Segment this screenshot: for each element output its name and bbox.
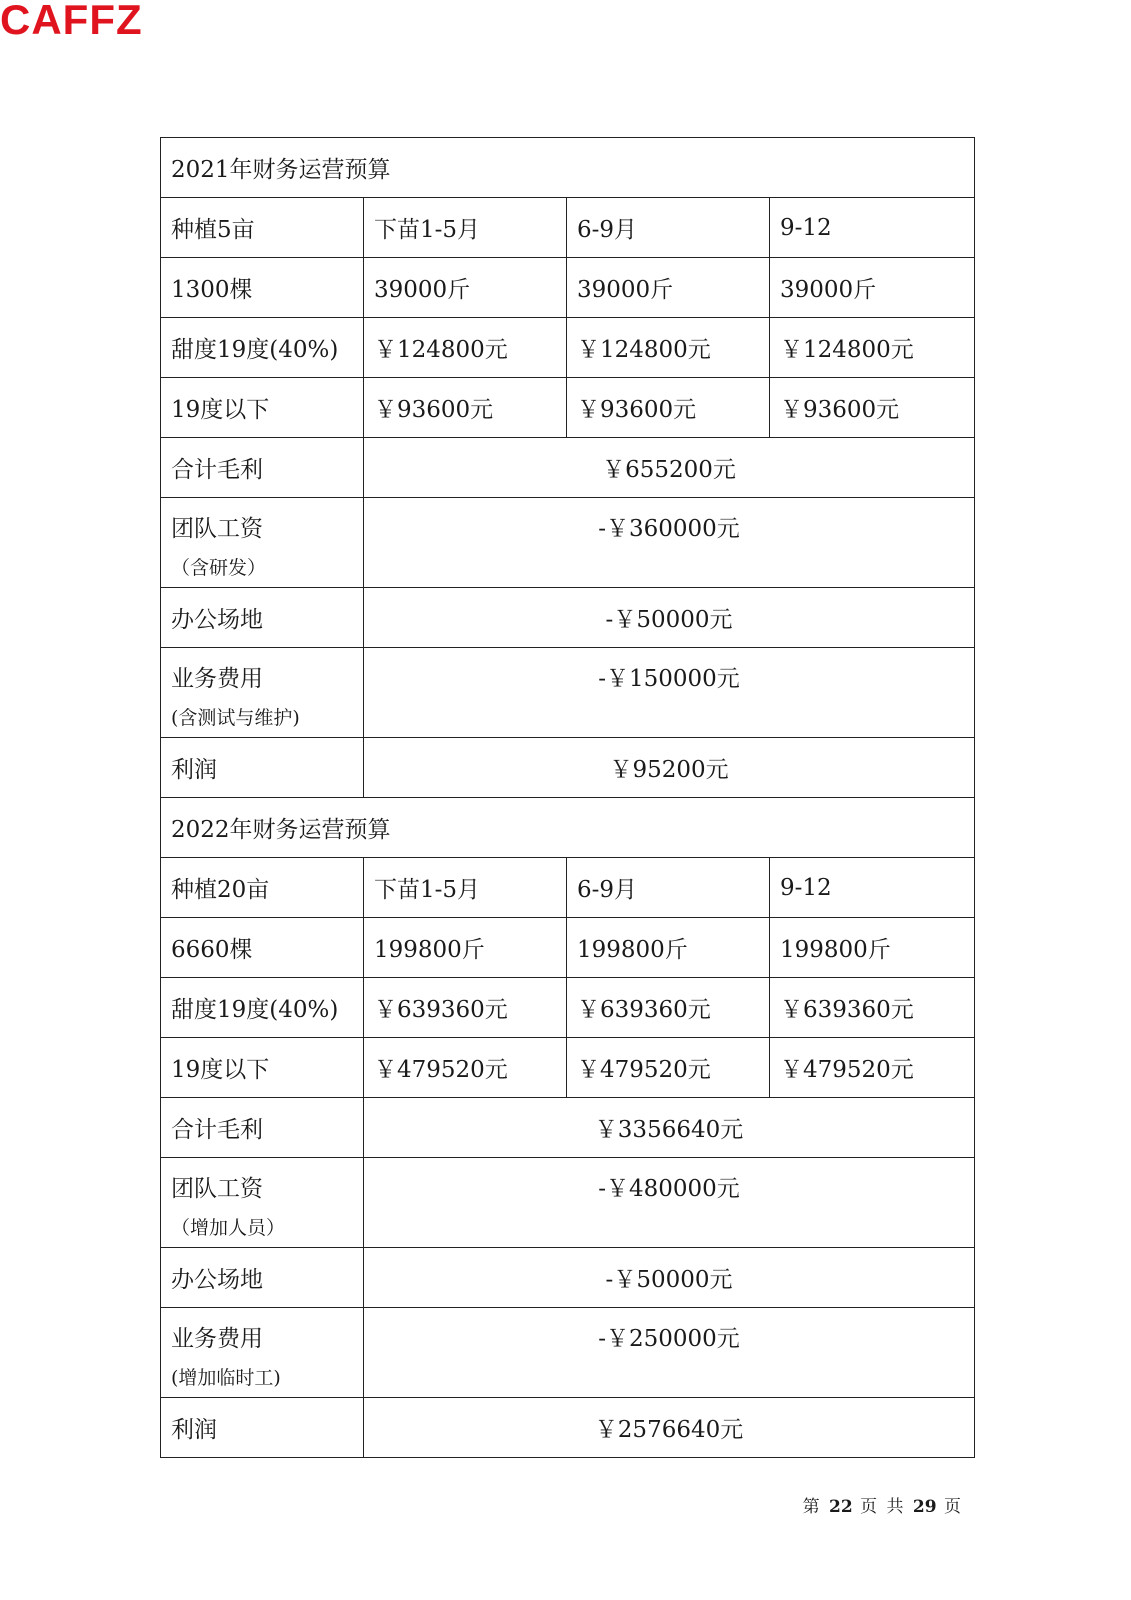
table-row [161,438,975,498]
row-label [161,648,364,738]
row-label [161,498,364,588]
table-cell: ￥639360元 [567,978,770,1038]
table-row [161,1158,975,1248]
table-cell: ￥124800元 [364,318,567,378]
table-cell: -￥360000元 [364,498,975,588]
row-label: 办公场地 [161,1248,364,1308]
table-cell: 6-9月 [567,198,770,258]
page-number [803,1492,963,1517]
logo: CAFFZ [0,0,143,43]
row-label-text: 业务费用 [171,666,263,692]
row-label-text: 业务费用 [171,1326,263,1352]
total-pages: 29 [912,1497,937,1517]
row-label: 甜度19度(40%) [161,978,364,1038]
table-cell: -￥150000元 [364,648,975,738]
table-cell: ￥655200元 [364,438,975,498]
table-row [161,1398,975,1458]
row-label: 合计毛利 [161,438,364,498]
table-row [161,858,975,918]
row-label: 6660棵 [161,918,364,978]
table-cell: ￥124800元 [770,318,975,378]
table-row [161,978,975,1038]
table-cell: -￥480000元 [364,1158,975,1248]
table-cell: 199800斤 [567,918,770,978]
table-cell: -￥50000元 [364,1248,975,1308]
row-label [161,1158,364,1248]
row-label: 种植20亩 [161,858,364,918]
row-label: 办公场地 [161,588,364,648]
page-number-middle: 页 共 [860,1497,906,1517]
table-cell: ￥2576640元 [364,1398,975,1458]
table-cell: 9-12 [770,198,975,258]
row-label: 合计毛利 [161,1098,364,1158]
table-cell: ￥95200元 [364,738,975,798]
table-cell: 9-12 [770,858,975,918]
row-label: 利润 [161,1398,364,1458]
table-cell: 199800斤 [364,918,567,978]
current-page: 22 [829,1497,853,1517]
table-row [161,588,975,648]
table-row [161,1038,975,1098]
row-label: 1300棵 [161,258,364,318]
table-cell: ￥639360元 [770,978,975,1038]
section-title-row [161,138,975,198]
table-row [161,738,975,798]
row-label-note: (增加临时工) [171,1367,281,1389]
section-title-row [161,798,975,858]
row-label [161,1308,364,1398]
table-cell: 39000斤 [567,258,770,318]
table-cell: 199800斤 [770,918,975,978]
row-label-note: （增加人员） [171,1217,286,1239]
table-row [161,498,975,588]
row-label: 甜度19度(40%) [161,318,364,378]
table-cell: 39000斤 [770,258,975,318]
budget-table [160,137,975,1458]
table-row [161,1098,975,1158]
row-label-note: (含测试与维护) [171,707,300,729]
table-cell: 下苗1-5月 [364,858,567,918]
table-cell: ￥3356640元 [364,1098,975,1158]
table-row [161,1308,975,1398]
table-row [161,378,975,438]
row-label: 19度以下 [161,378,364,438]
table-cell: ￥639360元 [364,978,567,1038]
table-cell: -￥250000元 [364,1308,975,1398]
table-cell: ￥479520元 [364,1038,567,1098]
table-cell: ￥93600元 [364,378,567,438]
table-row [161,648,975,738]
page-number-suffix: 页 [944,1497,963,1517]
row-label: 种植5亩 [161,198,364,258]
section-title: 2021年财务运营预算 [161,138,975,198]
row-label: 19度以下 [161,1038,364,1098]
table-row [161,918,975,978]
page-number-prefix: 第 [802,1497,822,1517]
table-cell: ￥479520元 [770,1038,975,1098]
table-cell: 6-9月 [567,858,770,918]
table-cell: 下苗1-5月 [364,198,567,258]
row-label-text: 团队工资 [171,1176,263,1202]
table-cell: ￥93600元 [567,378,770,438]
table-row [161,1248,975,1308]
table-row [161,198,975,258]
table-cell: ￥479520元 [567,1038,770,1098]
row-label-text: 团队工资 [171,516,263,542]
table-cell: -￥50000元 [364,588,975,648]
row-label-note: （含研发） [171,557,267,579]
table-row [161,318,975,378]
table-cell: 39000斤 [364,258,567,318]
table-cell: ￥93600元 [770,378,975,438]
table-cell: ￥124800元 [567,318,770,378]
table-row [161,258,975,318]
row-label: 利润 [161,738,364,798]
section-title: 2022年财务运营预算 [161,798,975,858]
